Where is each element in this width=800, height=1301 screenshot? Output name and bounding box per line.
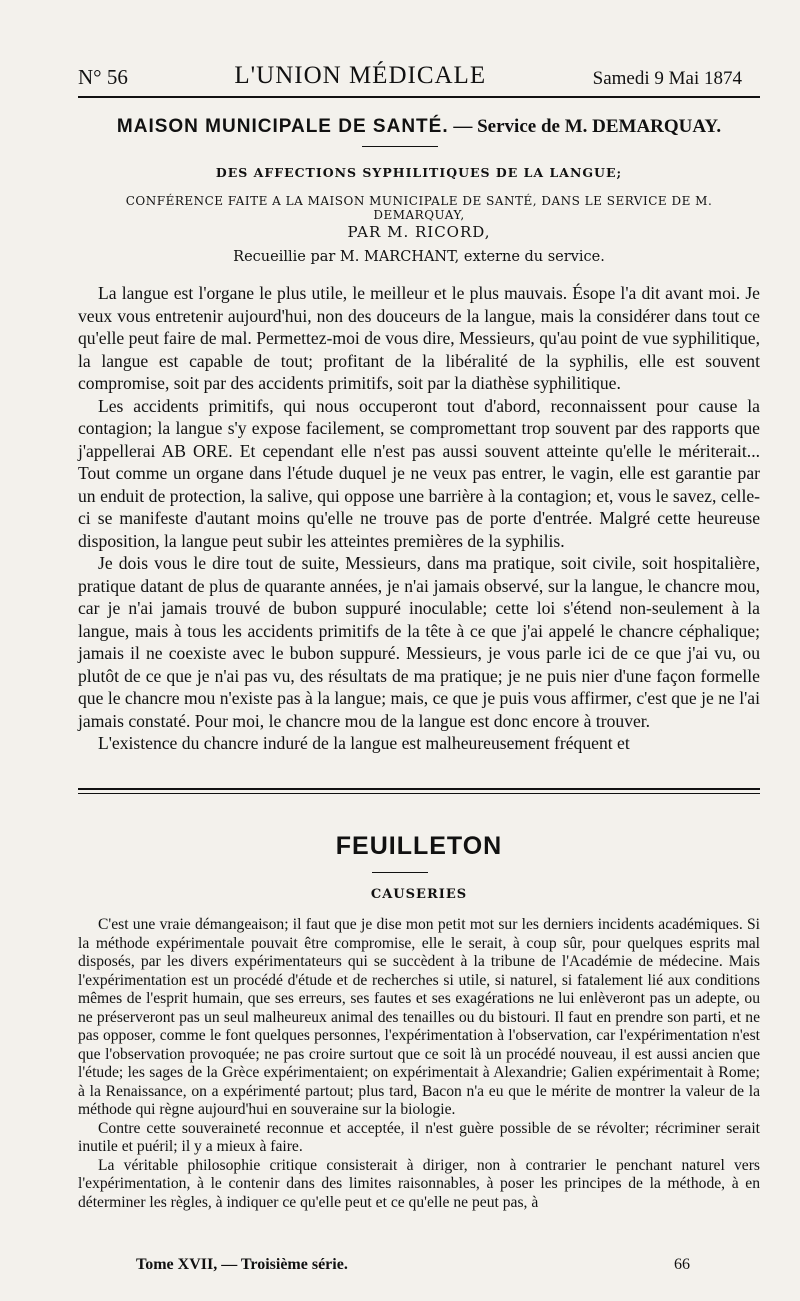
article-paragraph: La langue est l'organe le plus utile, le meilleur et le plus mauvais. Ésope l'a dit avant moi. Je veux vous entretenir aujourd'hui, non des douceurs de la langue, mais la considérer dans tout ce qu'elle peut faire de mal. Permettez-moi de vous dire, Messieurs, qu'au point de vue syphilitique, la langue est capable de tout; profitant de la libéralité de la syphilis, elle est souvent compromise, soit par des accidents primitifs, soit par la diathèse syphilitique. (78, 283, 760, 393)
header-rule (78, 96, 760, 98)
article-body (78, 282, 760, 755)
section-title: MAISON MUNICIPALE DE SANTÉ. (116, 116, 449, 137)
section-divider (362, 146, 438, 147)
article-subtitle: CONFÉRENCE FAITE A LA MAISON MUNICIPALE DE SANTÉ, DANS LE SERVICE DE M. DEMARQUAY, (125, 194, 713, 222)
section-service: — Service de M. DEMARQUAY. (448, 116, 722, 137)
feuilleton-divider (372, 872, 428, 873)
feuilleton-paragraph: La véritable philosophie critique consisterait à diriger, non à contrarier le penchant naturel vers l'expérimentation, à le contenir dans des limites raisonnables, à poser les principes de la méthode, à en déterminer les règles, à indiquer ce qu'elle peut et ce qu'elle ne peut pas, à (78, 1156, 760, 1211)
feuilleton-rule-thick (78, 788, 760, 790)
article-paragraph: Je dois vous le dire tout de suite, Messieurs, dans ma pratique, soit civile, soit hospitalière, pratique datant de plus de quarante années, je n'ai jamais observé, sur la langue, le chancre mou, car je n'ai jamais trouvé de bubon suppuré inoculable; cette loi s'étend non-seulement à la langue, mais à tous les accidents primitifs de la tête à ce que j'ai appelé le chancre céphalique; jamais il ne coexiste avec le bubon suppuré. Messieurs, je vous parle ici de ce que j'ai vu, ou plutôt de ce que je n'ai pas vu, des résultats de ma pratique; je ne puis nier d'une façon formelle que le chancre mou n'existe pas à la langue; mais, ce que je puis vous affirmer, c'est que je ne l'ai jamais constaté. Pour moi, le chancre mou de la langue est donc encore à trouver. (78, 553, 760, 731)
article-paragraph: Les accidents primitifs, qui nous occuperont tout d'abord, reconnaissent pour cause la contagion; la langue s'y expose facilement, se compromettant trop souvent par des rapports que j'appellerai AB ORE. Et cependant elle n'est pas aussi souvent atteinte qu'elle le mériterait... Tout comme un organe dans l'étude duquel je ne veux pas entrer, le vagin, elle est garantie par un enduit de protection, la salive, qui oppose une barrière à la contagion; et, vous le savez, celle-ci se manifeste d'autant moins qu'elle ne trouve pas de porte d'entrée. Malgré cette heureuse disposition, la langue peut subir les atteintes premières de la syphilis. (78, 395, 760, 551)
page-number: 66 (674, 1256, 690, 1273)
page-footer (136, 1256, 690, 1274)
article-paragraph: L'existence du chancre induré de la langue est malheureusement fréquent et (98, 733, 630, 753)
feuilleton-paragraph: C'est une vraie démangeaison; il faut que je dise mon petit mot sur les derniers incidents académiques. Si la méthode expérimentale pouvait être compromise, elle le serait, à coup sûr, pour quelques esprits mal disposés, par les divers expérimentateurs qui se succèdent à la tribune de l'Académie de médecine. Mais l'expérimentation est un procédé d'étude et de recherches si utile, si naturel, si fatalement lié aux conditions mêmes de l'esprit humain, que ses erreurs, ses fautes et ses exagérations ne lui enlèveront pas un adepte, ou ne préserveront pas un seul malheureux animal des tenailles ou du bistouri. Il faut en prendre son parti, et ne pas opposer, comme le font quelques personnes, l'expérimentation à l'observation, car l'expérimentation n'est que l'observation provoquée; ne pas croire surtout que ce soit là un procédé nouveau, il est aussi ancien que l'étude; les sages de la Grèce expérimentaient; on expérimentait à Alexandrie; Galien expérimentait à Rome; à la Renaissance, on a expérimenté partout; plus tard, Bacon n'a eu que le mérite de montrer la valeur de la méthode qui règne aujourd'hui en souveraine sur la biologie. (78, 916, 760, 1118)
page-header (78, 58, 742, 90)
journal-title: L'UNION MÉDICALE (234, 62, 487, 89)
feuilleton-paragraph: Contre cette souveraineté reconnue et acceptée, il n'est guère possible de se révolter; récriminer serait inutile et puéril; il y a mieux à faire. (78, 1119, 760, 1155)
issue-date: Samedi 9 Mai 1874 (592, 68, 742, 89)
feuilleton-rule-thin (78, 793, 760, 794)
section-heading (78, 116, 760, 138)
feuilleton-subtitle: CAUSERIES (370, 887, 468, 902)
feuilleton-body (78, 916, 760, 1212)
article-author: PAR M. RICORD, (347, 223, 491, 241)
article-title: DES AFFECTIONS SYPHILITIQUES DE LA LANGUE; (215, 165, 623, 180)
feuilleton-title: FEUILLETON (335, 832, 503, 860)
article-recorder: Recueillie par M. MARCHANT, externe du service. (233, 249, 605, 265)
volume-info: Tome XVII, — Troisième série. (136, 1256, 348, 1273)
issue-number: N° 56 (78, 65, 128, 89)
